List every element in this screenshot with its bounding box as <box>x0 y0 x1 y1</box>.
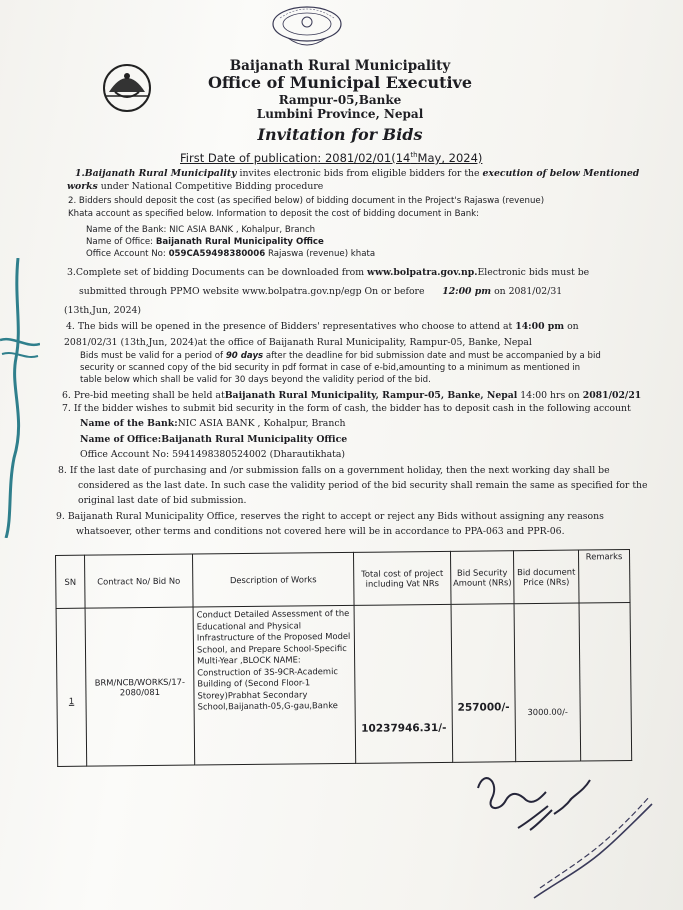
official-seal-stamp <box>268 4 346 54</box>
account-no-1: Office Account No: 059CA59498380006 Rajaswa (revenue) khata <box>86 249 376 259</box>
cell-sn: 1 <box>56 608 87 766</box>
cell-total-cost: 10237946.31/- <box>354 604 453 763</box>
cell-doc-price: 3000.00/- <box>514 603 581 762</box>
item-3-line-1: 3.Complete set of bidding Documents can be downloaded from www.bolpatra.gov.np.Electronic bids must be <box>67 267 590 278</box>
header-sn: SN <box>56 555 86 608</box>
header-bid-security: Bid Security Amount (NRs) <box>450 551 514 605</box>
item-4-line-1: 4. The bids will be opened in the presence of Bidders' representatives who choose to attend at 14:00 pm on <box>66 321 579 332</box>
cell-contract: BRM/NCB/WORKS/17-2080/081 <box>85 607 195 766</box>
cell-bid-security: 257000/- <box>451 604 516 763</box>
cell-remarks <box>579 602 632 761</box>
office-address: Rampur-05,Banke <box>278 93 402 107</box>
item-5-line-3: table below which shall be valid for 30 days beyond the validity period of the bid. <box>80 375 431 385</box>
province-name: Lumbini Province, Nepal <box>256 107 424 121</box>
item-9-line-2: whatsoever, other terms and conditions not covered here will be in accordance to PPA-063 and PPR-06. <box>76 526 565 537</box>
item-8-line-3: original last date of bid submission. <box>78 495 247 506</box>
handwritten-signature-stamp <box>470 770 680 910</box>
item-5-line-1: Bids must be valid for a period of 90 days after the deadline for bid submission date and must be accompanied by a bid <box>80 351 601 361</box>
item-8-line-1: 8. If the last date of purchasing and /or submission falls on a government holiday, then the next working day shall be <box>58 465 610 476</box>
item-8-line-2: considered as the last date. In such case the validity period of the bid security shall remain the same as specified for the <box>78 480 648 491</box>
office-name: Office of Municipal Executive <box>207 73 473 92</box>
item-6: 6. Pre-bid meeting shall be held atBaijanath Rural Municipality, Rampur-05, Banke, Nepal 14:00 hrs on 2081/02/21 <box>62 390 642 401</box>
publication-date: First Date of publication: 2081/02/01(14thMay, 2024) <box>180 151 483 165</box>
item-4-line-2: 2081/02/31 (13th,Jun, 2024)at the office of Baijanath Rural Municipality, Rampur-05, Banke, Nepal <box>64 337 532 348</box>
bank-name-1: Name of the Bank: NIC ASIA BANK , Kohalpur, Branch <box>86 225 316 235</box>
item-5-line-2: security or scanned copy of the bid security in pdf format in case of e-bid,amounting to a minimum as mentioned in <box>80 363 581 373</box>
item-1-line-1: 1.Baijanath Rural Municipality invites electronic bids from eligible bidders for the execution of below Mentioned <box>75 168 640 179</box>
header-doc-price: Bid document Price (NRs) <box>513 550 579 604</box>
header-description: Description of Works <box>192 552 354 607</box>
item-2-line-1: 2. Bidders should deposit the cost (as specified below) of bidding document in the Project's Rajaswa (revenue) <box>68 196 545 206</box>
item-3-line-2: submitted through PPMO website www.bolpatra.gov.np/egp On or before 12:00 pm on 2081/02/31 <box>79 286 563 297</box>
account-no-2: Office Account No: 5941498380524002 (Dharautikhata) <box>80 449 346 460</box>
header-contract: Contract No/ Bid No <box>85 554 194 608</box>
item-7: 7. If the bidder wishes to submit bid security in the form of cash, the bidder has to deposit cash in the following account <box>62 403 631 414</box>
item-1-line-2: works under National Competitive Bidding procedure <box>67 181 324 192</box>
item-2-line-2: Khata account as specified below. Information to deposit the cost of bidding document in Bank: <box>68 209 480 219</box>
notice-title: Invitation for Bids <box>257 125 423 144</box>
municipality-name: Baijanath Rural Municipality <box>229 58 451 74</box>
binding-string <box>0 258 40 538</box>
nepal-emblem-logo <box>97 62 157 114</box>
bid-details-table <box>55 549 632 767</box>
cell-description: Conduct Detailed Assessment of the Educational and Physical Infrastructure of the Proposed Model School, and Prepare School-Specific Multi-Year ,BLOCK NAME: Construction of 3S-9CR-Academic Building of (Second Floor-1 Storey)Prabhat Secondary School,Baijanath-05,G-gau,Banke <box>193 605 356 765</box>
header-total-cost: Total cost of project including Vat NRs <box>353 551 451 605</box>
office-name-2: Name of Office:Baijanath Rural Municipality Office <box>80 434 348 445</box>
item-9-line-1: 9. Baijanath Rural Municipality Office, reserves the right to accept or reject any Bids without assigning any reasons <box>56 511 604 522</box>
header-remarks: Remarks <box>578 549 630 603</box>
bank-name-2: Name of the Bank:NIC ASIA BANK , Kohalpur, Branch <box>80 418 346 429</box>
item-3-line-3: (13th,Jun, 2024) <box>64 305 142 316</box>
office-name-1: Name of Office: Baijanath Rural Municipality Office <box>86 237 324 247</box>
table-row <box>56 602 632 766</box>
table-header-row <box>56 549 631 608</box>
